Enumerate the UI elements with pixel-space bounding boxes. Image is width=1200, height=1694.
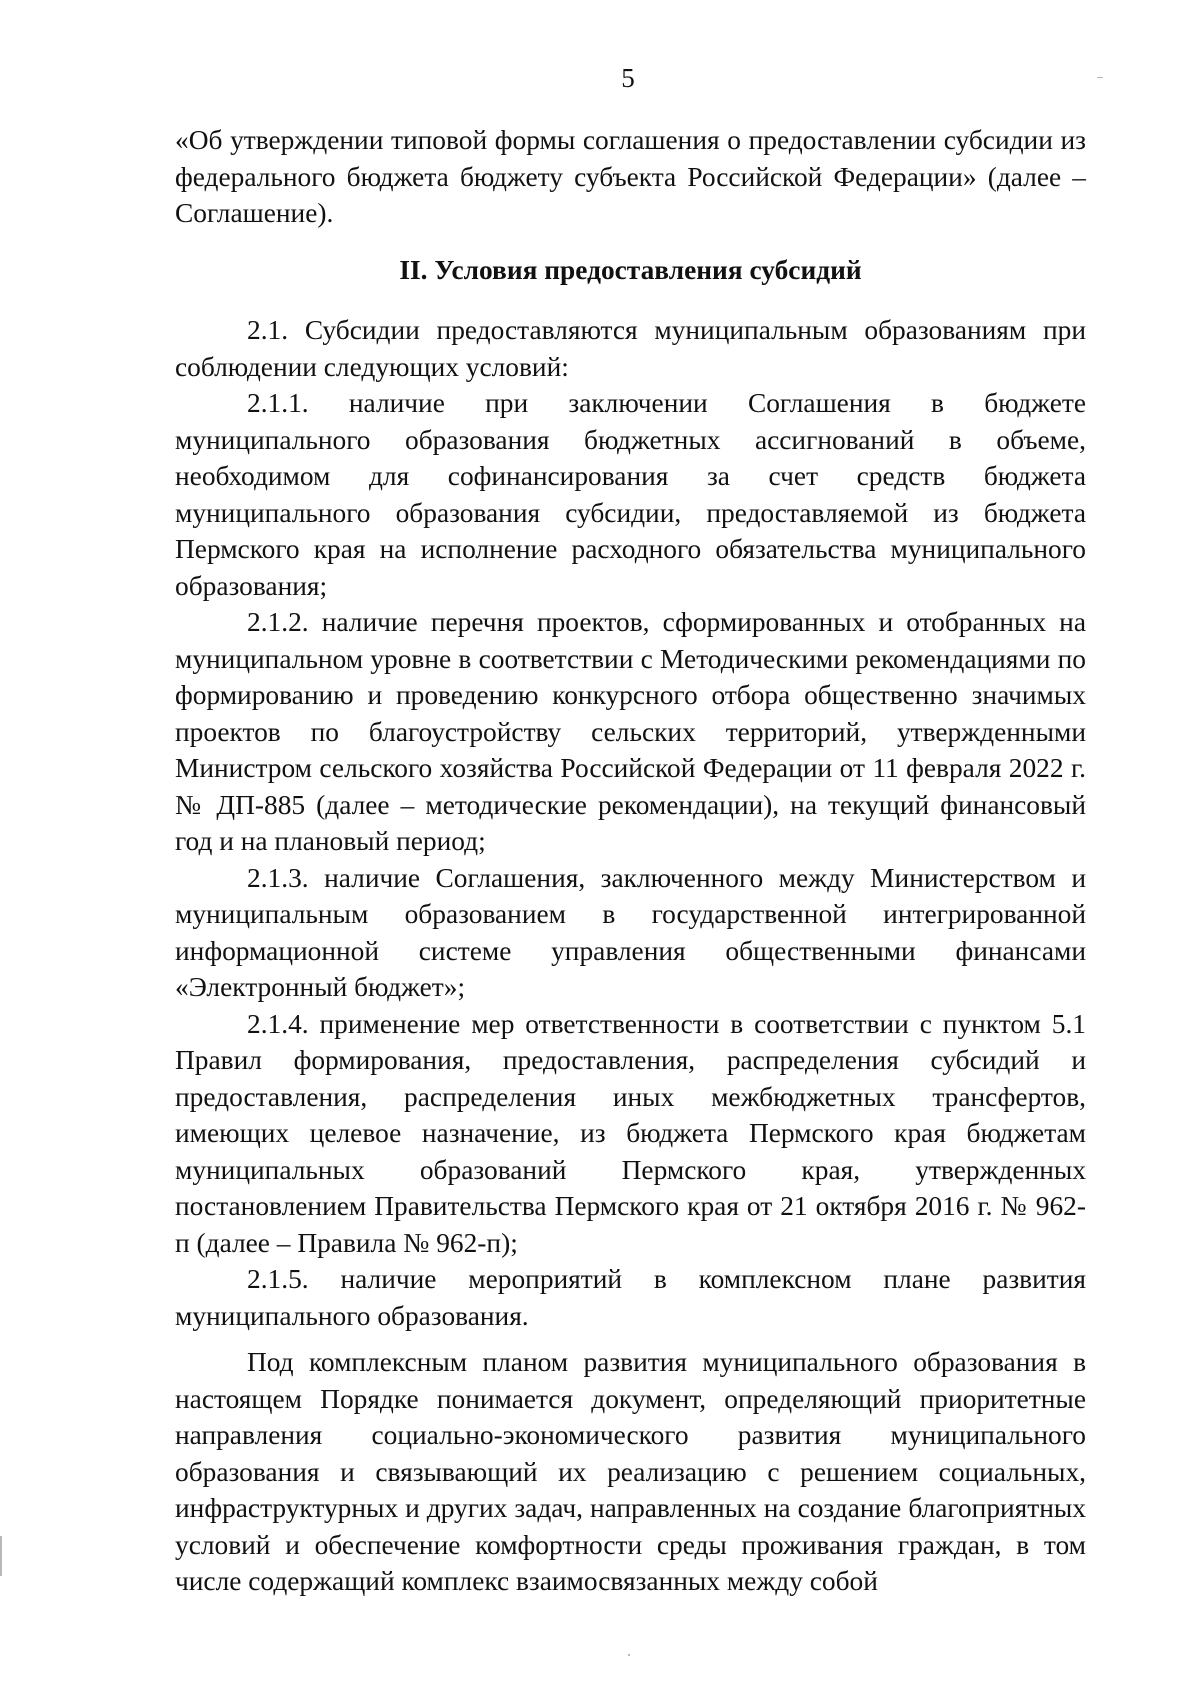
paragraph-2-1-3: 2.1.3. наличие Соглашения, заключенного между Министерством и муниципальным образованием в государственной интегрированной информационной системе управления общественными финансами «Электронный бюджет»;: [175, 862, 1086, 1002]
intro-paragraph: [175, 122, 1086, 232]
paragraph-2-1-5: 2.1.5. наличие мероприятий в комплексном плане развития муниципального образования.: [175, 1264, 1086, 1331]
paragraph-development-plan: Под комплексным планом развития муниципального образования в настоящем Порядке понимается документ, определяющий приоритетные направления социально-экономического развития муниципального образования и связывающий их реализацию с решением социальных, инфраструктурных и других задач, направленных на создание благоприятных условий и обеспечение комфортности среды проживания граждан, в том числе содержащий комплекс взаимосвязанных между собой: [175, 1347, 1086, 1596]
section-body: [175, 312, 1086, 1600]
page-number: 5: [621, 63, 635, 93]
intro-text: «Об утверждении типовой формы соглашения о предоставлении субсидии из федерального бюджета бюджету субъекта Российской Федерации» (далее – Соглашение).: [175, 125, 1086, 228]
paragraph-2-1: 2.1. Субсидии предоставляются муниципальным образованиям при соблюдении следующих условий:: [175, 315, 1086, 382]
paragraph-2-1-4: 2.1.4. применение мер ответственности в соответствии с пунктом 5.1 Правил формирования, предоставления, распределения субсидий и предоставления, распределения иных межбюджетных трансфертов, имеющих целевое назначение, из бюджета Пермского края бюджетам муниципальных образований Пермского края, утвержденных постановлением Правительства Пермского края от 21 октября 2016 г. № 962-п (далее – Правила № 962-п);: [175, 1008, 1086, 1258]
scan-speck: [628, 1654, 630, 1656]
scan-speck: [1097, 77, 1103, 78]
section-heading: II. Условия предоставления субсидий: [399, 255, 862, 285]
paragraph-2-1-1: 2.1.1. наличие при заключении Соглашения в бюджете муниципального образования бюджетных ассигнований в объеме, необходимом для софинансирования за счет средств бюджета муниципального образования субсидии, предоставляемой из бюджета Пермского края на исполнение расходного обязательства муниципального образования;: [175, 388, 1086, 601]
scan-speck: [0, 1536, 2, 1576]
paragraph-2-1-2: 2.1.2. наличие перечня проектов, сформированных и отобранных на муниципальном уровне в соответствии с Методическими рекомендациями по формированию и проведению конкурсного отбора общественно значимых проектов по благоустройству сельских территорий, утвержденными Министром сельского хозяйства Российской Федерации от 11 февраля 2022 г. № ДП-885 (далее – методические рекомендации), на текущий финансовый год и на плановый период;: [175, 607, 1086, 856]
